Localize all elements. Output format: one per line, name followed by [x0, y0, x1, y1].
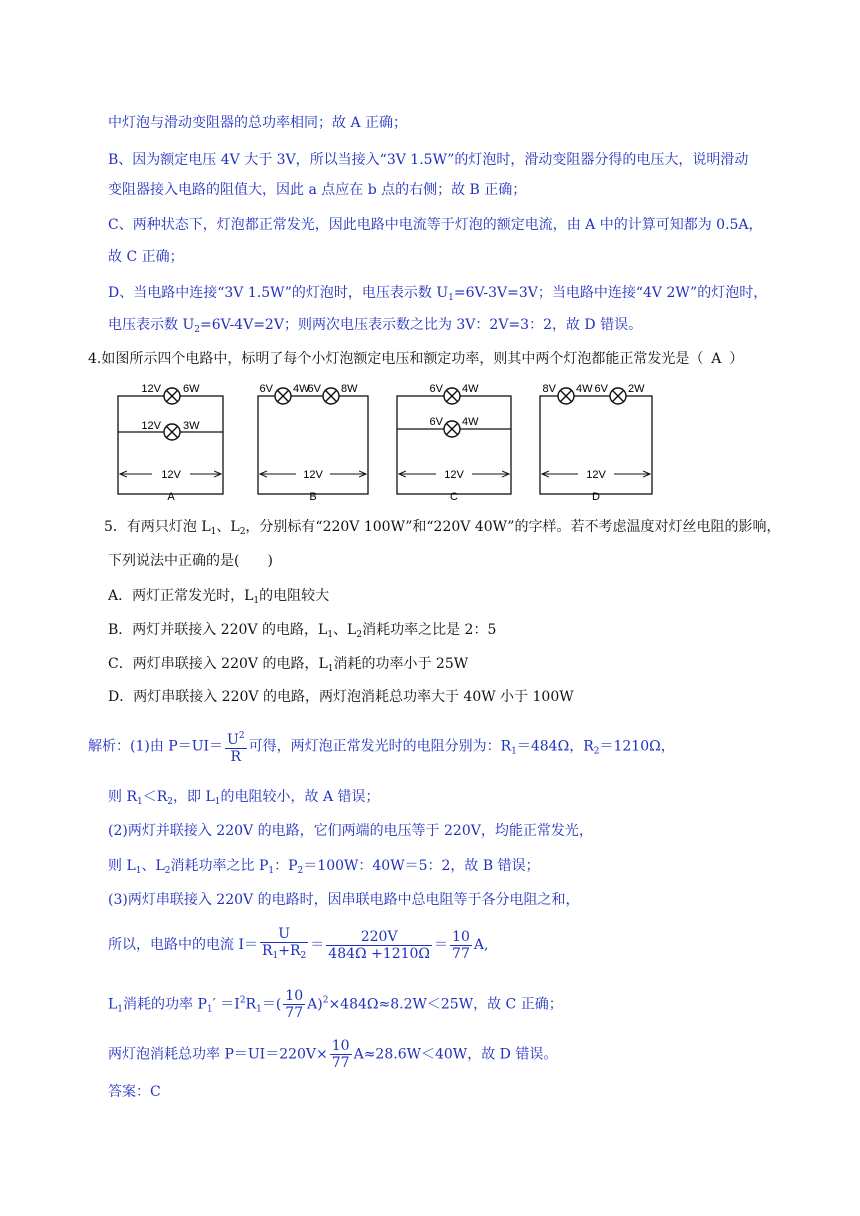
explanation-line: 电压表示数 $U_2=6V-4V=2V$；则两次电压表示数之比为 3V：2V=3：2，故 D 错误。 — [108, 317, 643, 335]
solution-line-5: (3)两灯串联接入 220V 的电路时，因串联电路中总电阻等于各分电阻之和， — [108, 892, 580, 908]
explanation-line: D、当电路中连接“3V 1.5W”的灯泡时，电压表示数 $U_1=6V-3V=3V$；当电路中连接“4V 2W”的灯泡时， — [108, 285, 768, 303]
bulb-icon — [164, 424, 180, 440]
bulb1-power: 4W — [293, 383, 310, 395]
circuit-label: B — [309, 491, 317, 503]
question-4: 4.如图所示四个电路中，标明了每个小灯泡额定电压和额定功率，则其中两个灯泡都能正常发光是（ A ） — [88, 351, 744, 367]
solution-line-3: (2)两灯并联接入 220V 的电路，它们两端的电压等于 220V，均能正常发光， — [108, 823, 593, 839]
option-d: D．两灯串联接入 220V 的电路，两灯泡消耗总功率大于 40W 小于 100W — [108, 689, 574, 705]
supply-voltage: 12V — [444, 469, 464, 481]
option-c: C．两灯串联接入 220V 的电路，$L_1$消耗的功率小于 25W — [108, 656, 469, 674]
circuit-label: C — [450, 491, 458, 503]
bulb-icon — [444, 388, 460, 404]
solution-line-2: 则 $R_1<R_2$，即 $L_1$的电阻较小，故 A 错误； — [108, 789, 380, 807]
explanation-line: B、因为额定电压 4V 大于 3V，所以当接入“3V 1.5W”的灯泡时，滑动变阻器分得的电压大，说明滑动 — [108, 152, 749, 168]
bulb2-power: 4W — [462, 416, 479, 428]
option-b: B．两灯并联接入 220V 的电路，$L_1$、$L_2$消耗功率之比是 2：5 — [108, 622, 497, 640]
circuit-figure — [0, 374, 860, 504]
explanation-line: 变阻器接入电路的阻值大，因此 a 点应在 b 点的右侧；故 B 正确； — [108, 182, 527, 198]
question-4-answer: A — [711, 351, 722, 367]
bulb-icon — [444, 421, 460, 437]
bulb1-power: 4W — [462, 383, 479, 395]
option-a: A．两灯正常发光时，$L_1$的电阻较大 — [108, 588, 330, 606]
explanation-line: 故 C 正确； — [108, 249, 184, 265]
bulb1-power: 6W — [183, 383, 200, 395]
supply-voltage: 12V — [161, 469, 181, 481]
question-5: 5．有两只灯泡 $L_1$、$L_2$，分别标有“220V 100W”和“220V 40W”的字样。若不考虑温度对灯丝电阻的影响， — [104, 519, 781, 537]
solution-line-8: 两灯泡消耗总功率 P＝UI＝220V× $\frac{10}{77}$ A≈28.6W＜40W，故 D 错误。 — [108, 1038, 558, 1071]
circuit-d — [540, 383, 652, 503]
bulb2-power: 3W — [183, 420, 200, 432]
bulb1-voltage: 6V — [259, 383, 273, 395]
bulb2-voltage: 12V — [141, 420, 161, 432]
circuit-label: A — [167, 491, 175, 503]
question-5-prompt: 下列说法中正确的是( ) — [108, 553, 273, 569]
supply-voltage: 12V — [586, 469, 606, 481]
bulb2-power: 8W — [341, 383, 358, 395]
solution-line-4: 则 $L_1$、$L_2$消耗功率之比 $P_1$：$P_2=100W$：40W＝5：2，故 B 错误； — [108, 858, 540, 876]
explanation-line: 中灯泡与滑动变阻器的总功率相同；故 A 正确； — [108, 115, 408, 131]
bulb2-voltage: 6V — [594, 383, 608, 395]
bulb-icon — [275, 388, 291, 404]
bulb-icon — [610, 388, 626, 404]
bulb2-voltage: 6V — [307, 383, 321, 395]
circuit-b — [258, 383, 368, 503]
supply-voltage: 12V — [303, 469, 323, 481]
bulb1-voltage: 8V — [542, 383, 556, 395]
solution-line-1: 解析：(1)由 P＝UI＝ $\frac{U^2}{R}$ 可得，两灯泡正常发光时的电阻分别为：$R_1=484\Omega$，$R_2=1210\Omega$， — [88, 728, 675, 765]
bulb2-voltage: 6V — [429, 416, 443, 428]
bulb-icon — [558, 388, 574, 404]
bulb-icon — [164, 388, 180, 404]
bulb1-voltage: 12V — [141, 383, 161, 395]
bulb1-power: 4W — [576, 383, 593, 395]
bulb2-power: 2W — [628, 383, 645, 395]
bulb-icon — [323, 388, 339, 404]
circuit-label: D — [592, 491, 600, 503]
bulb1-voltage: 6V — [429, 383, 443, 395]
circuit-a — [118, 383, 223, 503]
circuit-c — [397, 383, 511, 503]
solution-line-6: 所以，电路中的电流 I＝ $\frac{U}{R_1+R_2}$ ＝ $\frac{220V}{484\Omega +1210\Omega}$ ＝ $\frac{10}{77}$ A, — [108, 926, 489, 962]
explanation-line: C、两种状态下，灯泡都正常发光，因此电路中电流等于灯泡的额定电流，由 A 中的计算可知都为 0.5A， — [108, 217, 763, 233]
answer: 答案：C — [108, 1084, 161, 1100]
solution-line-7: $L_1$消耗的功率 $P_1' =I^2R_1=$( $\frac{10}{77}$ A)$^2$×484Ω≈8.2W＜25W，故 C 正确； — [108, 988, 563, 1021]
